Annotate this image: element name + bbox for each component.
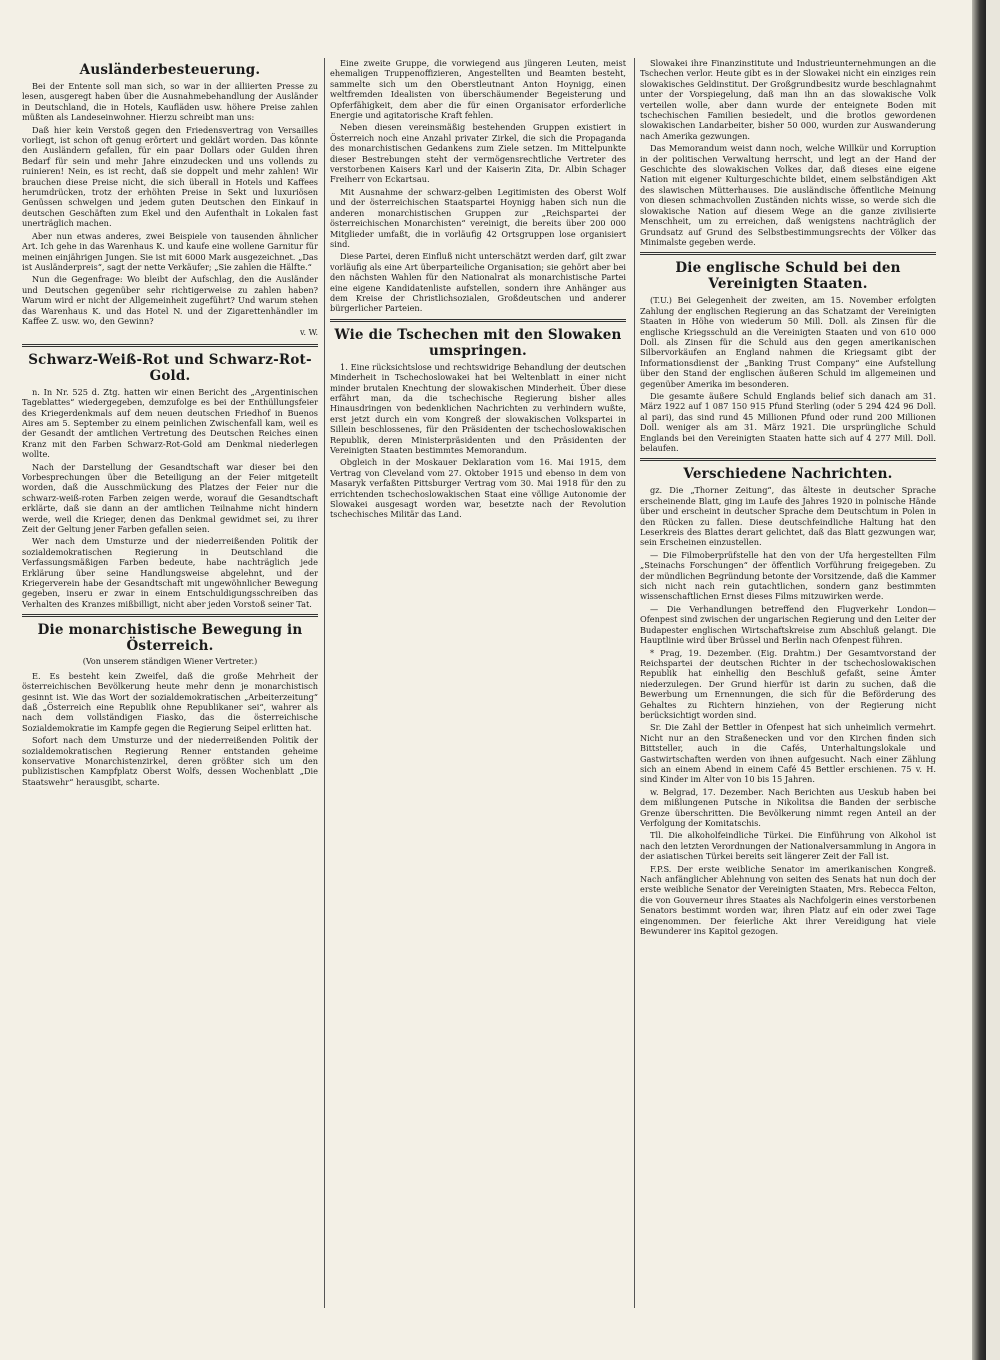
column-rule [634, 58, 635, 1308]
article-title: Verschiedene Nachrichten. [683, 466, 893, 483]
column-3 [640, 58, 936, 1298]
paragraph: Wer nach dem Umsturze und der niederreißenden Politik der sozialdemokratischen Regierung in Deutschland die Verfassungsmäßigen Farben bedeute, habe nachträglich jede Erklärung über seine Handlungsweise abgelehnt, und der Kriegerverein habe der Gesandtschaft mit ungewöhnlicher Bewegung gegeben, inseru er zwar in einem Entschuldigungsschreiben das Verhalten des Kranzes mißbilligt, nicht aber jeden Vorstoß seiner Tat. [22, 536, 318, 609]
paragraph: Tll. Die alkoholfeindliche Türkei. Die Einführung von Alkohol ist nach den letzten Verordnungen der Nationalversammlung in Angora in der asiatischen Türkei bereits seit längerer Zeit der Fall ist. [640, 830, 936, 862]
paragraph: Sofort nach dem Umsturze und der niederreißenden Politik der sozialdemokratischen Regierung Renner entstanden geheime konservative Monarchistenzirkel, deren größter sich um den publizistischen Kampfplatz Oberst Wolfs, dessen Wochenblatt „Die Staatswehr“ herausgibt, scharte. [22, 735, 318, 787]
paragraph: — Die Filmoberprüfstelle hat den von der Ufa hergestellten Film „Steinachs Forschungen“ der öffentlich Vorführung freigegeben. Zu der mündlichen Begründung betonte der Vorsitzende, daß die Kammer sich nicht nach rein gutachtlichen, sondern ganz bestimmten wissenschaftlichen Ernst dieses Films mitzuwirken werde. [640, 549, 936, 602]
paragraph: * Prag, 19. Dezember. (Eig. Drahtm.) Der Gesamtvorstand der Reichspartei der deutschen Richter in der tschechoslowakischen Republik hat einhellig den Beschluß gefaßt, seine Ämter niederzulegen. Der Grund hierfür ist darin zu suchen, daß die Bewerbung um Ernennungen, die sich für die Beförderung des Gehaltes zu Richtern hinziehen, von der Regierung nicht berücksichtigt worden sind. [640, 647, 936, 720]
paragraph: w. Belgrad, 17. Dezember. Nach Berichten aus Ueskub haben bei dem mißlungenen Putsche in Nikolitsa die Banden der serbische Grenze überschritten. Die Bevölkerung nimmt regen Anteil an der Verfolgung der Komitatschis. [640, 786, 936, 828]
paragraph: Die gesamte äußere Schuld Englands belief sich danach am 31. März 1922 auf 1 087 150 915 Pfund Sterling (oder 5 294 424 96 Doll. al pari), das sind rund 45 Millionen Pfund oder rund 200 Millionen Doll. weniger als am 31. März 1921. Die ursprüngliche Schuld Englands bei den Vereinigten Staaten hatte sich auf 4 277 Mill. Doll. belaufen. [640, 390, 936, 453]
column-rule [324, 58, 325, 1308]
paragraph: Nach der Darstellung der Gesandtschaft war dieser bei den Vorbesprechungen über die Beteiligung an der Feier mitgeteilt worden, daß die Ausschmückung des Platzes der Feier nur die schwarz-weiß-roten Farben zeigen werde, worauf die Gesandtschaft erklärte, daß sie dann an der amtlichen Teilnahme nicht hindern werde, weil die Krieger, denen das Denkmal gewidmet sei, zu ihrer Zeit der Geltung jener Farben gefallen seien. [22, 461, 318, 535]
article-title: Ausländerbesteuerung. [79, 62, 261, 78]
paragraph: n. In Nr. 525 d. Ztg. hatten wir einen Bericht des „Argentinischen Tageblattes“ wiedergegeben, demzufolge es bei der Enthüllungsfeier des Kriegerdenkmals auf dem neuen deutschen Friedhof in Buenos Aires am 5. September zu einem peinlichen Zwischenfall kam, weil es der Gesandt der amtlichen Vertretung des Deutschen Reiches einen Kranz mit den Farben Schwarz-Rot-Gold am Denkmal niederlegen wollte. [22, 386, 318, 460]
paragraph: Sr. Die Zahl der Bettler in Ofenpest hat sich unheimlich vermehrt. Nicht nur an den Straßenecken und vor den Kirchen finden sich Bittsteller, auch in die Cafés, Unterhaltungslokale und Gastwirtschaften werden von ihnen aufgesucht. Nach einer Zählung sich an einem Abend in einem Café 45 Bettler erschienen. 75 v. H. sind Kinder im Alter von 10 bis 15 Jahren. [640, 722, 936, 785]
paragraph: Neben diesen vereinsmäßig bestehenden Gruppen existiert in Österreich noch eine Anzahl privater Zirkel, die sich die Propaganda des monarchistischen Gedankens zum Ziele setzen. Im Mittelpunkte dieser Bestrebungen steht der vermögensrechtliche Vertreter des verstorbenen Kaisers Karl und der Kaiserin Zita, Dr. Albin Schager Freiherr von Eckartsau. [330, 122, 626, 185]
article-title: Schwarz-Weiß-Rot und Schwarz-Rot-Gold. [28, 351, 312, 384]
paragraph: Das Memorandum weist dann noch, welche Willkür und Korruption in der politischen Verwaltung herrscht, und legt an der Hand der Geschichte des slowakischen Volkes dar, daß dieses eine eigene Nation mit eigener Kulturgeschichte bildet, einem selbständigen Akt des slawischen Mütterhauses. Die ausländische öffentliche Meinung von diesen schmachvollen Zuständen nichts wisse, so werde sich die slowakische Nation auf diesem Wege an die ganze zivilisierte Menschheit, um zu erreichen, daß wenigstens nachträglich der Grundsatz auf Grund des Selbstbestimmungsrechts der Völker das Minimalste gegeben werde. [640, 143, 936, 247]
paragraph: Aber nun etwas anderes, zwei Beispiele von tausenden ähnlicher Art. Ich gehe in das Warenhaus K. und kaufe eine wollene Garnitur für meinen einjährigen Jungen. Sie ist mit 6000 Mark ausgezeichnet. „Das ist Ausländerpreis“, sagt der nette Verkäufer; „Sie zahlen die Hälfte.“ [22, 230, 318, 272]
paragraph: Mit Ausnahme der schwarz-gelben Legitimisten des Oberst Wolf und der österreichischen Staatspartei Hoynigg haben sich nun die anderen monarchistischen Gruppen zur „Reichspartei der österreichischen Monarchisten“ vereinigt, die bereits über 200 000 Mitglieder umfaßt, die in vorläufig 42 Ortsgruppen lose organisiert sind. [330, 186, 626, 249]
paragraph: Nun die Gegenfrage: Wo bleibt der Aufschlag, den die Ausländer und Deutschen gegenüber sehr richtigerweise zu zahlen haben? Warum wird er nicht der Allgemeinheit zugeführt? Und warum stehen das Warenhaus K. und das Hotel N. und der Zigarettenhändler im Kaffee Z. usw. wo, den Gewinn? [22, 274, 318, 326]
paragraph: Eine zweite Gruppe, die vorwiegend aus jüngeren Leuten, meist ehemaligen Truppenoffizieren, Angestellten und Beamten besteht, sammelte sich um den Oberstleutnant Anton Hoynigg, einen weltfremden Idealisten von überschäumender Begeisterung und Opferfähigkeit, dem aber die für einen Organisator erforderliche Energie und agitatorische Kraft fehlen. [330, 58, 626, 121]
paragraph: gz. Die „Thorner Zeitung“, das älteste in deutscher Sprache erscheinende Blatt, ging im Laufe des Jahres 1920 in polnische Hände über und erscheint in deutscher Sprache dem Deutschtum in Polen in den Rücken zu fallen. Diese deutschfeindliche Haltung hat den Leserkreis des Blattes derart gelichtet, daß das Blatt gezwungen war, sein Erscheinen einzustellen. [640, 485, 936, 548]
signature: v. W. [299, 328, 318, 338]
article-divider [22, 344, 318, 347]
paragraph: F.P.S. Der erste weibliche Senator im amerikanischen Kongreß. Nach anfänglicher Ablehnung von seiten des Senats hat nun doch der erste weibliche Senator der Vereinigten Staaten, Mrs. Rebecca Felton, die von Gouverneur ihres Staates als Nachfolgerin eines verstorbenen Senators bestimmt worden war, ihren Platz auf ein oder zwei Tage eingenommen. Der feierliche Akt ihrer Vereidigung hat viele Bewunderer ins Kapitol gezogen. [640, 863, 936, 937]
paragraph: Diese Partei, deren Einfluß nicht unterschätzt werden darf, gilt zwar vorläufig als eine Art überparteiliche Organisation; sie gehört aber bei den nächsten Wahlen für den Nationalrat als monarchistische Partei eine eigene Kandidatenliste aufstellen, sondern ihre Anhänger aus dem Kreise der Christlichsozialen, Großdeutschen und anderer bürgerlicher Parteien. [330, 251, 626, 314]
paragraph: — Die Verhandlungen betreffend den Flugverkehr London—Ofenpest sind zwischen der ungarischen Regierung und den Leiter der Budapester englischen Wirtschaftskreise zum Abschluß gelangt. Die Hauptlinie wird über Brüssel und Berlin nach Ofenpest führen. [640, 603, 936, 646]
paragraph: Obgleich in der Moskauer Deklaration vom 16. Mai 1915, dem Vertrag von Cleveland vom 27. Oktober 1915 und ebenso in dem von Masaryk verfaßten Pittsburger Vertrag vom 30. Mai 1918 für den zu errichtenden tschechoslowakischen Staat eine völlige Autonomie der Slowakei ausgesagt worden war, besetzte nach der Revolution tschechisches Militär das Land. [330, 457, 626, 520]
paragraph: Daß hier kein Verstoß gegen den Friedensvertrag von Versailles vorliegt, ist schon oft genug erörtert und geklärt worden. Das könnte den Ausländern gefallen, für ein paar Dollars oder Gulden ihren Bedarf für sein und mehr Jahre einzudecken und uns vollends zu ruinieren! Nein, es ist recht, daß sie doppelt und mehr zahlen! Wir brauchen diese Preise nicht, die sich überall in Hotels und Kaffees herumdrücken, trotz der erhöhten Preise in Sekt und luxuriösen Genüssen schwelgen und jedem guten Deutschen den Einkauf in deutschen Geschäften zum Ekel und den Aufenthalt in Lokalen fast unerträglich machen. [22, 124, 318, 229]
paragraph: Slowakei ihre Finanzinstitute und Industrieunternehmungen an die Tschechen verlor. Heute gibt es in der Slowakei nicht ein einziges rein slowakisches Geldinstitut. Der Großgrundbesitz wurde beschlagnahmt unter der Vorspiegelung, daß man ihn an das slowakische Volk verteilen wolle, aber dann wurde der enteignete Boden mit tschechischen Familien besiedelt, und die brotlos gewordenen slowakischen Landarbeiter, bisher 50 000, wurden zur Auswanderung nach Amerika gezwungen. [640, 58, 936, 141]
paragraph: E. Es besteht kein Zweifel, daß die große Mehrheit der österreichischen Bevölkerung heute mehr denn je monarchistisch gesinnt ist. Wie das Wort der sozialdemokratischen „Arbeiterzeitung“ daß „Österreich eine Republik ohne Republikaner sei“, wahrer als nach dem vollständigen Fiasko, das die österreichische Sozialdemokratie im Kampfe gegen die Regierung Seipel erlitten hat. [22, 670, 318, 733]
article-divider [640, 458, 936, 461]
paragraph: (T.U.) Bei Gelegenheit der zweiten, am 15. November erfolgten Zahlung der englischen Regierung an das Schatzamt der Vereinigten Staaten in Höhe von wiederum 50 Mill. Doll. als Zinsen für die englische Kriegsschuld an die Vereinigten Staaten und von 610 000 Doll. als Zinsen für die Schuld aus den gegen amerikanischen Silbervorkäufen an England nahmen die Kriegsamt gibt der Informationsdienst der „Banking Trust Company“ eine Aufstellung über den Stand der englischen äußeren Schuld im allgemeinen und gegenüber Amerika im besonderen. [640, 295, 936, 389]
article-divider [640, 252, 936, 255]
article-divider [330, 319, 626, 322]
paragraph: 1. Eine rücksichtslose und rechtswidrige Behandlung der deutschen Minderheit in Tschechoslowakei hat bei Weltenblatt in einer nicht minder brutalen Knechtung der slowakischen Minderheit. Über diese erfährt man, da die tschechische Regierung bisher alles Hinausdringen von bedenklichen Nachrichten zu verhindern wußte, erst jetzt durch ein vom Kongreß der slowakischen Volkspartei in Sillein beschlossenes, für den Präsidenten der tschechoslowakischen Republik, deren Ministerpräsidenten und den Präsidenten der Vereinigten Staaten bestimmtes Memorandum. [330, 361, 626, 455]
article-divider [22, 614, 318, 617]
article-subtitle: (Von unserem ständigen Wiener Vertreter.) [82, 657, 258, 667]
paragraph: Bei der Entente soll man sich, so war in der alliierten Presse zu lesen, ausgeregt haben über die Ausnahmebehandlung der Ausländer in Deutschland, die in Hotels, Kaufläden usw. höhere Preise zahlen müßten als Landeseinwohner. Hierzu schreibt man uns: [22, 81, 318, 123]
column-1 [22, 58, 318, 1298]
book-binding-edge [972, 0, 986, 1360]
article-title: Wie die Tschechen mit den Slowaken umspringen. [334, 326, 622, 359]
column-2 [330, 58, 626, 1298]
article-title: Die englische Schuld bei den Vereinigten Staaten. [675, 260, 901, 293]
article-title: Die monarchistische Bewegung in Österreich. [37, 622, 303, 655]
